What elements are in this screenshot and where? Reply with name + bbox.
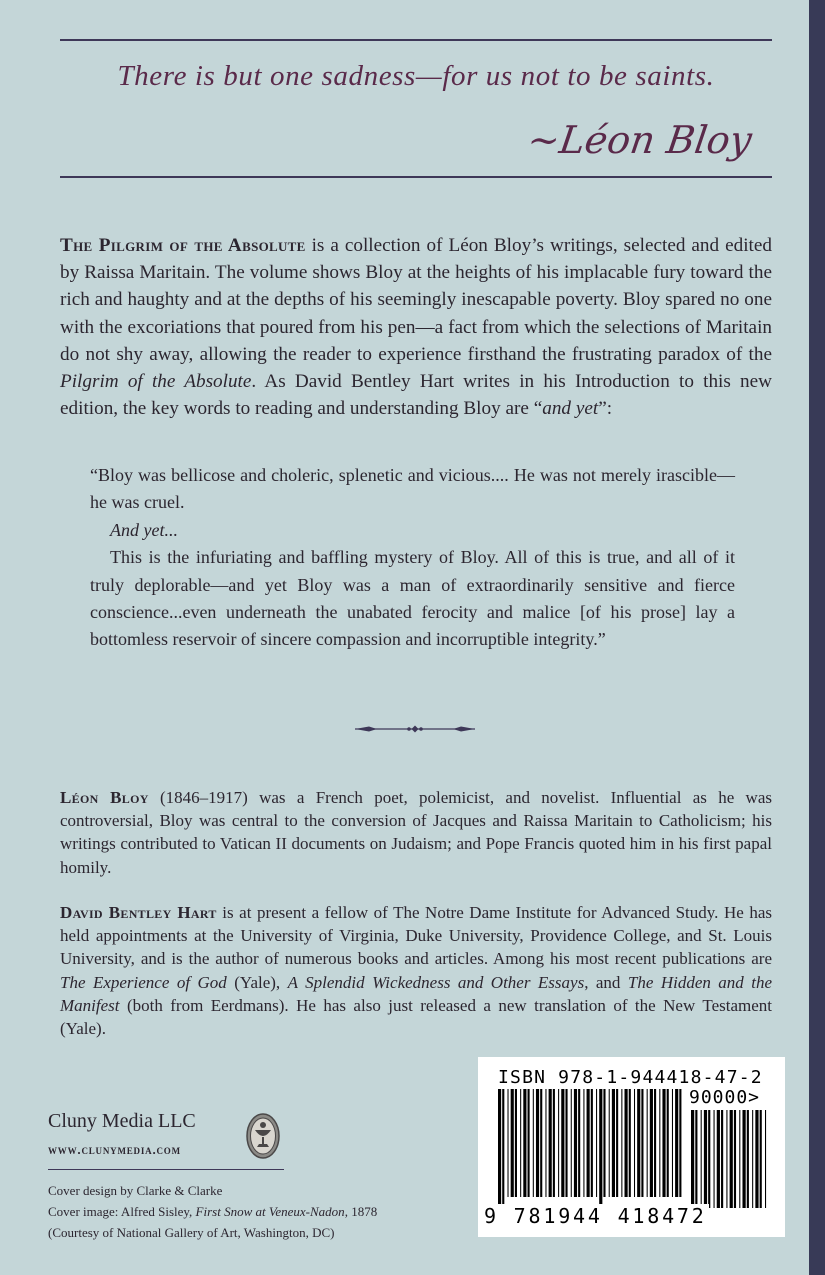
barcode-bar	[714, 1110, 715, 1208]
barcode-bar	[662, 1089, 665, 1197]
description-text-2: . As David Bentley Hart writes in his Introduction to this new edition, the key words to reading and understanding Bloy are “	[60, 371, 773, 420]
barcode-bar	[691, 1110, 694, 1208]
barcode-bar	[739, 1110, 740, 1208]
epigraph-bottom-rule	[60, 176, 772, 178]
description-text-3: ”:	[598, 398, 613, 420]
quote-paragraph-3: This is the infuriating and baffling mystery of Bloy. All of this is true, and all of it truly deplorable—and yet Bloy was a man of extraordinarily sensitive and fierce conscience...even underneath the unabated ferocity and malice [of his prose] lay a bottomless reservoir of sincere compassion and incorruptible integrity.”	[90, 547, 735, 650]
ean13-bars	[498, 1089, 682, 1209]
barcode-bar	[558, 1089, 559, 1197]
barcode-bar	[675, 1089, 678, 1197]
barcode-bar	[760, 1110, 762, 1208]
barcode-bar	[755, 1110, 758, 1208]
publisher-rule	[48, 1169, 284, 1170]
book-experience-of-god: The Experience of God	[60, 972, 227, 992]
barcode-bar	[571, 1089, 572, 1197]
barcode-bar	[616, 1089, 618, 1197]
barcode-bar	[591, 1089, 593, 1197]
isbn-barcode	[478, 1057, 785, 1237]
barcode-bar	[629, 1089, 631, 1197]
barcode-bar	[637, 1089, 640, 1197]
barcode-bar	[752, 1110, 753, 1208]
barcode-bar	[596, 1089, 597, 1197]
barcode-bar	[545, 1089, 546, 1197]
barcode-bar	[528, 1089, 530, 1197]
cover-image-courtesy: (Courtesy of National Gallery of Art, Washington, DC)	[48, 1225, 335, 1240]
barcode-bar	[695, 1110, 697, 1208]
barcode-bar	[717, 1110, 720, 1208]
barcode-bar	[625, 1089, 628, 1197]
barcode-bar	[730, 1110, 733, 1208]
barcode-bar	[659, 1089, 660, 1197]
bio-bloy	[60, 786, 772, 879]
cover-credits	[48, 1180, 377, 1243]
barcode-bar	[701, 1110, 702, 1208]
barcode-bar	[511, 1089, 514, 1197]
barcode-bar	[523, 1089, 526, 1197]
quote-paragraph-1: “Bloy was bellicose and choleric, splenetic and vicious.... He was not merely irascible—he was cruel.	[90, 465, 735, 513]
barcode-bar	[672, 1089, 673, 1197]
bio-bloy-name: Léon Bloy	[60, 788, 149, 807]
barcode-bar	[574, 1089, 577, 1197]
barcode-bar	[553, 1089, 555, 1197]
barcode-bar	[650, 1089, 653, 1197]
epigraph-signature: ~Léon Bloy	[524, 118, 755, 162]
cover-image-credit: Cover image: Alfred Sisley, First Snow at Veneux-Nadon, 1878	[48, 1204, 378, 1219]
book-title-italic: Pilgrim of the Absolute	[60, 371, 252, 393]
barcode-bar	[533, 1089, 534, 1197]
barcode-digits: 9 781944 418472	[484, 1204, 707, 1228]
spine-edge	[809, 0, 825, 1275]
barcode-bar	[679, 1089, 681, 1197]
barcode-bar	[587, 1089, 590, 1197]
description-text-1: is a collection of Léon Bloy’s writings, selected and edited by Raissa Maritain. The volume shows Bloy at the heights of his implacable fury toward the rich and haughty and at the depths of his seemingly inescapable poverty. Bloy spared no one with the excoriations that poured from his pen—a fact from which the selections of Maritain do not shy away, allowing the reader to experience firsthand the frustrating paradox of the	[60, 235, 772, 365]
bio-hart: David Bentley Hart is at present a fellow of The Notre Dame Institute for Advanced Study. He has held appointments at the University of Virginia, Duke University, Providence College, and St. Louis University, and is the author of numerous books and articles. Among his most recent publications are The Experience of God (Yale), A Splendid Wickedness and Other Essays, and The Hidden and the Manifest (both from Eerdmans). He has also just released a new translation of the New Testament (Yale).	[60, 903, 773, 1039]
barcode-bar	[747, 1110, 749, 1208]
barcode-bar	[612, 1089, 615, 1197]
book-title: The Pilgrim of the Absolute	[60, 235, 306, 256]
publisher-name: Cluny Media LLC	[48, 1110, 196, 1132]
bio-bloy-text: (1846–1917) was a French poet, polemicist, and novelist. Influential as he was controversial, Bloy was central to the conversion of Jacques and Raissa Maritain to Catholicism; his writings contributed to Vatican II documents on Judaism; and Pope Francis quoted him in his first papal homily.	[60, 788, 772, 877]
barcode-bar	[599, 1089, 602, 1209]
top-rule	[60, 39, 772, 41]
and-yet-phrase: and yet	[542, 398, 599, 420]
barcode-bar	[634, 1089, 635, 1197]
book-hidden-and-manifest: The Hidden and the Manifest	[60, 972, 773, 1015]
barcode-bar	[721, 1110, 723, 1208]
barcode-bar	[609, 1089, 610, 1197]
bio-hart-name: David Bentley Hart	[60, 903, 217, 922]
barcode-bar	[765, 1110, 766, 1208]
barcode-bar	[621, 1089, 622, 1197]
barcode-bar	[502, 1089, 504, 1209]
painting-title: First Snow at Veneux-Nadon	[195, 1204, 345, 1219]
chalice-seal-icon	[245, 1112, 281, 1160]
barcode-bar	[540, 1089, 542, 1197]
publisher-website[interactable]: www.clunymedia.com	[48, 1142, 181, 1157]
isbn-label: ISBN 978-1-944418-47-2	[498, 1067, 763, 1088]
barcode-bar	[578, 1089, 580, 1197]
barcode-bar	[647, 1089, 648, 1197]
epigraph-quote: There is but one sadness—for us not to be saints.	[117, 60, 715, 92]
barcode-bar	[520, 1089, 521, 1197]
price-code: 90000>	[689, 1087, 761, 1108]
barcode-bar	[536, 1089, 539, 1197]
book-splendid-wickedness: A Splendid Wickedness and Other Essays	[287, 972, 585, 992]
barcode-bar	[726, 1110, 727, 1208]
cover-design-credit: Cover design by Clarke & Clarke	[48, 1183, 223, 1198]
barcode-bar	[565, 1089, 567, 1197]
barcode-bar	[742, 1110, 745, 1208]
barcode-bar	[515, 1089, 517, 1197]
introduction-quote	[90, 462, 735, 654]
barcode-bar	[734, 1110, 736, 1208]
barcode-bar	[498, 1089, 501, 1209]
barcode-bar	[641, 1089, 643, 1197]
ornament-divider	[355, 722, 475, 736]
barcode-bar	[603, 1089, 605, 1197]
book-description	[60, 232, 772, 422]
barcode-bar	[507, 1089, 508, 1197]
barcode-bar	[708, 1110, 710, 1208]
barcode-bar	[549, 1089, 552, 1197]
quote-and-yet: And yet...	[110, 519, 178, 540]
barcode-bar	[704, 1110, 707, 1208]
barcode-bar	[654, 1089, 656, 1197]
barcode-bar	[583, 1089, 584, 1197]
barcode-bar	[667, 1089, 669, 1197]
barcode-bar	[561, 1089, 564, 1197]
